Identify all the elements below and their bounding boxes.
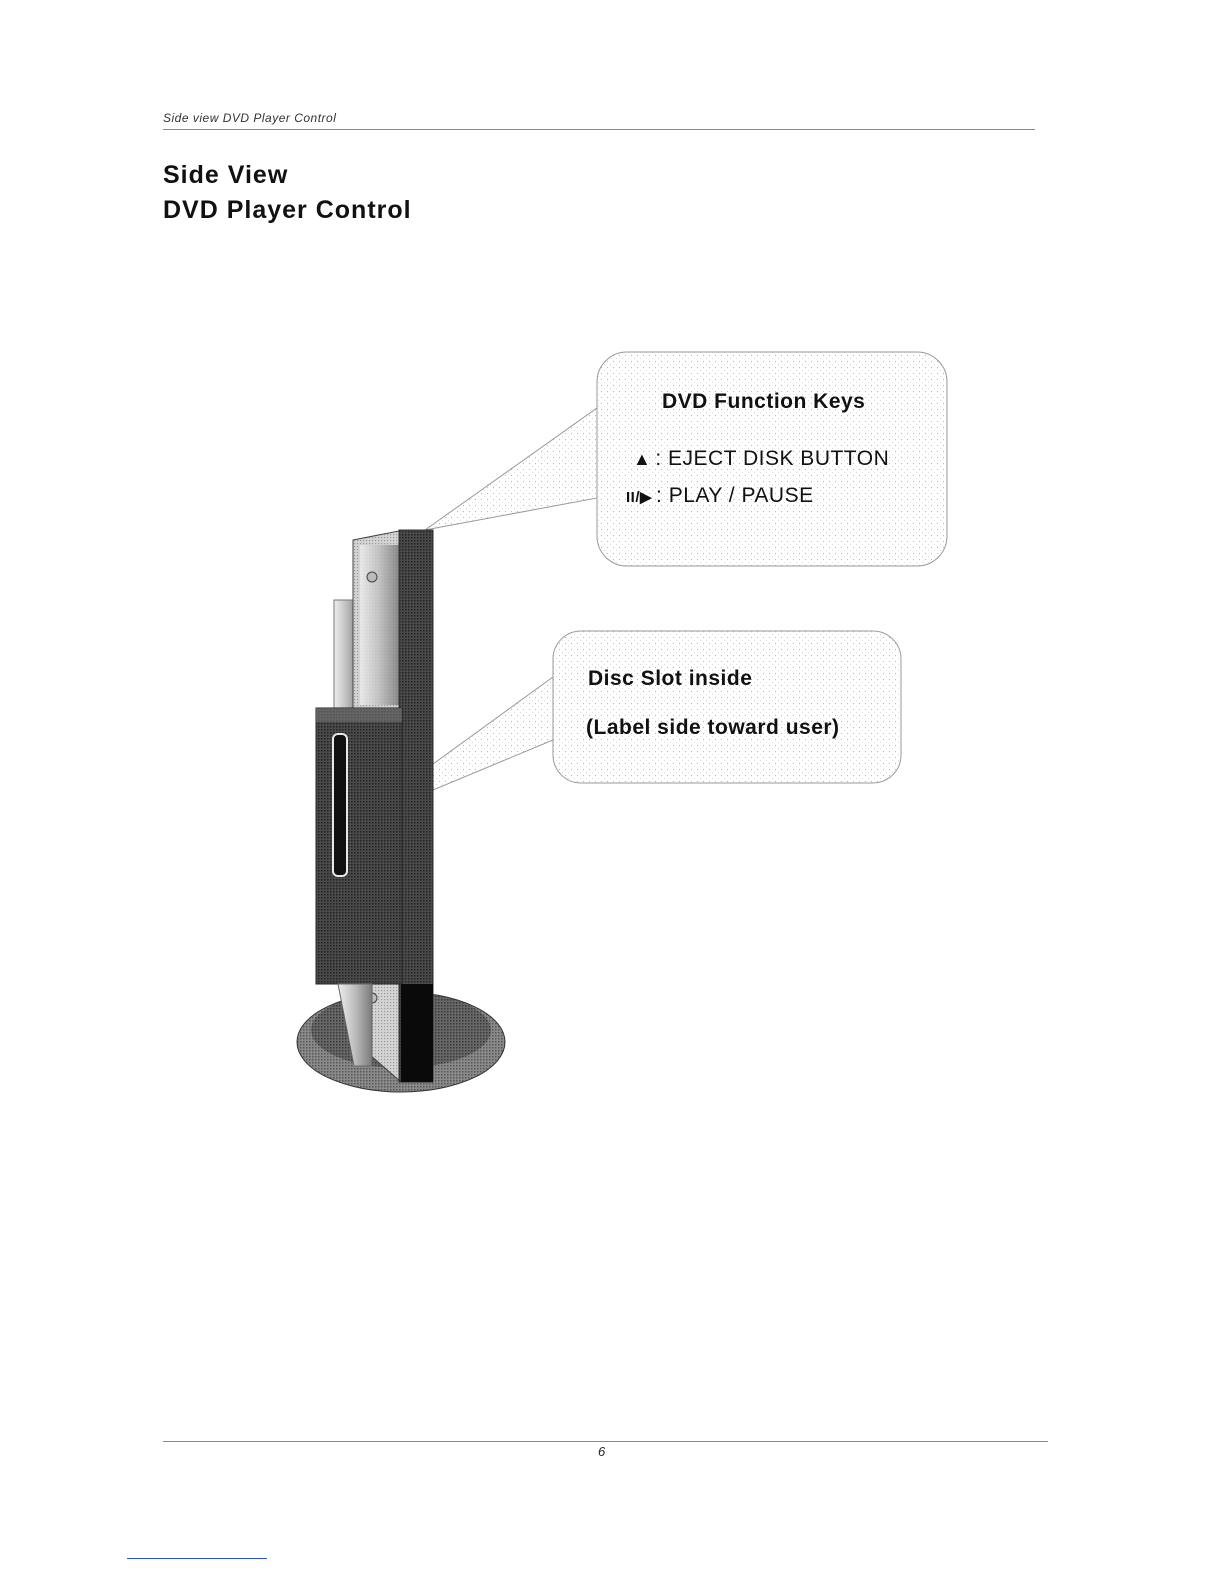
dvd-module	[316, 708, 402, 984]
page-title-line-1: Side View	[163, 161, 289, 189]
disc-slot-note: (Label side toward user)	[586, 716, 840, 739]
eject-icon: ▲	[633, 449, 652, 469]
disc-slot-callout-box	[553, 631, 901, 783]
eject-key-row	[633, 447, 889, 471]
running-header: Side view DVD Player Control	[163, 111, 337, 125]
page-number: 6	[598, 1444, 606, 1459]
play-pause-icon: II/▶	[626, 489, 653, 506]
side-button	[367, 572, 377, 582]
play-pause-key-label: : PLAY / PAUSE	[656, 484, 814, 507]
disc-slot	[333, 734, 347, 876]
footnote-divider	[127, 1558, 267, 1559]
disc-slot-heading: Disc Slot inside	[588, 667, 753, 690]
function-keys-heading: DVD Function Keys	[662, 390, 866, 413]
function-keys-pointer	[425, 408, 597, 530]
page-title-line-2: DVD Player Control	[163, 196, 412, 224]
eject-key-label: : EJECT DISK BUTTON	[655, 447, 890, 470]
footer-divider	[163, 1441, 1048, 1442]
play-pause-key-row	[626, 484, 814, 508]
